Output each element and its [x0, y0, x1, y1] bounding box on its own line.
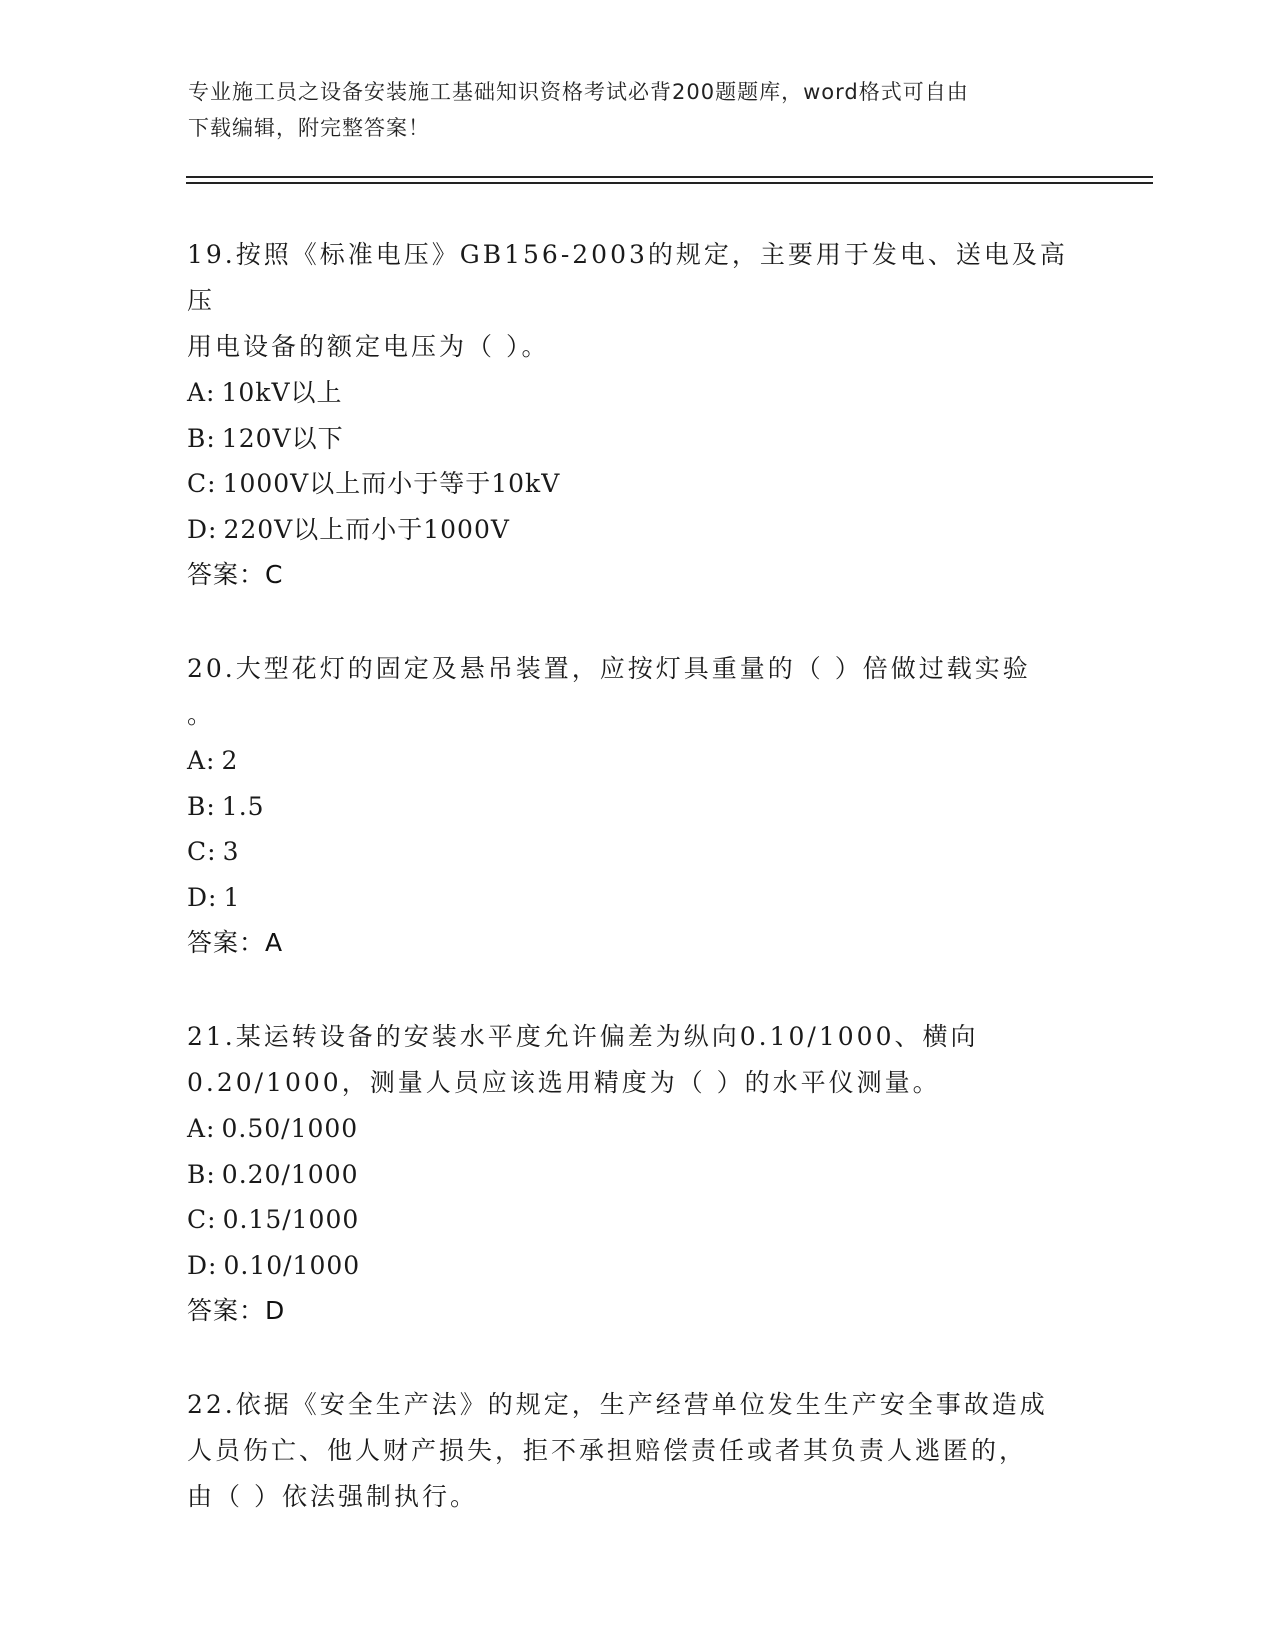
option-text: 120V以下 — [221, 423, 344, 453]
option-text: 0.50/1000 — [221, 1114, 359, 1143]
option-c — [187, 829, 1087, 875]
question-stem-line: 22.依据《安全生产法》的规定，生产经营单位发生生产安全事故造成 — [187, 1390, 1048, 1419]
option-text: 10kV以上 — [221, 378, 343, 407]
answer-label: 答案：D — [187, 1296, 286, 1325]
question-stem-line: 19.按照《标准电压》GB156-2003的规定，主要用于发电、送电及高压 — [187, 240, 1068, 315]
header-title-line-2: 下载编辑，附完整答案！ — [188, 116, 430, 140]
option-text: 1000V以上而小于等于10kV — [222, 469, 561, 498]
question-21 — [187, 1014, 1087, 1334]
option-letter: A: — [187, 378, 216, 407]
header-title-line-1: 专业施工员之设备安装施工基础知识资格考试必背200题题库，word格式可自由 — [188, 80, 969, 104]
option-text: 1.5 — [221, 791, 265, 821]
question-stem-line: 人员伤亡、他人财产损失，拒不承担赔偿责任或者其负责人逃匿的， — [187, 1436, 1028, 1465]
option-letter: D: — [187, 514, 218, 544]
option-letter: D: — [187, 1250, 218, 1280]
option-letter: D: — [187, 882, 218, 912]
option-text: 2 — [221, 746, 239, 775]
question-stem-line: 21.某运转设备的安装水平度允许偏差为纵向0.10/1000、横向 — [187, 1022, 979, 1051]
option-d — [187, 507, 1087, 553]
option-a — [187, 738, 1087, 784]
question-stem-line: 由（ ）依法强制执行。 — [187, 1482, 478, 1511]
option-b — [187, 416, 1087, 462]
option-text: 0.10/1000 — [223, 1250, 361, 1280]
option-c — [187, 1197, 1087, 1243]
question-stem-line: 用电设备的额定电压为（ ）。 — [187, 332, 550, 361]
option-c — [187, 461, 1087, 507]
option-text: 3 — [222, 837, 240, 866]
option-b — [187, 1152, 1087, 1198]
question-20 — [187, 646, 1087, 966]
option-letter: A: — [187, 746, 216, 775]
header-divider-bottom — [186, 182, 1153, 184]
question-22 — [187, 1382, 1087, 1520]
option-a — [187, 370, 1087, 416]
option-d — [187, 1243, 1087, 1289]
option-d — [187, 875, 1087, 921]
question-list — [187, 232, 1087, 1568]
answer-label: 答案：A — [187, 928, 284, 957]
option-letter: B: — [187, 791, 216, 821]
option-text: 0.20/1000 — [221, 1159, 359, 1189]
option-text: 220V以上而小于1000V — [223, 514, 510, 544]
question-stem-line: 20.大型花灯的固定及悬吊装置，应按灯具重量的（ ）倍做过载实验 — [187, 654, 1031, 683]
document-header — [188, 74, 1088, 146]
option-a — [187, 1106, 1087, 1152]
option-b — [187, 784, 1087, 830]
question-stem-line: 0.20/1000，测量人员应该选用精度为（ ）的水平仪测量。 — [187, 1068, 941, 1097]
option-text: 1 — [223, 882, 241, 912]
option-text: 0.15/1000 — [222, 1205, 360, 1234]
question-19 — [187, 232, 1087, 598]
option-letter: B: — [187, 423, 216, 453]
answer-label: 答案：C — [187, 560, 284, 589]
option-letter: C: — [187, 1205, 217, 1234]
header-divider-top — [186, 176, 1153, 178]
option-letter: C: — [187, 837, 217, 866]
option-letter: B: — [187, 1159, 216, 1189]
option-letter: A: — [187, 1114, 216, 1143]
question-stem-line: 。 — [187, 700, 216, 729]
option-letter: C: — [187, 469, 217, 498]
